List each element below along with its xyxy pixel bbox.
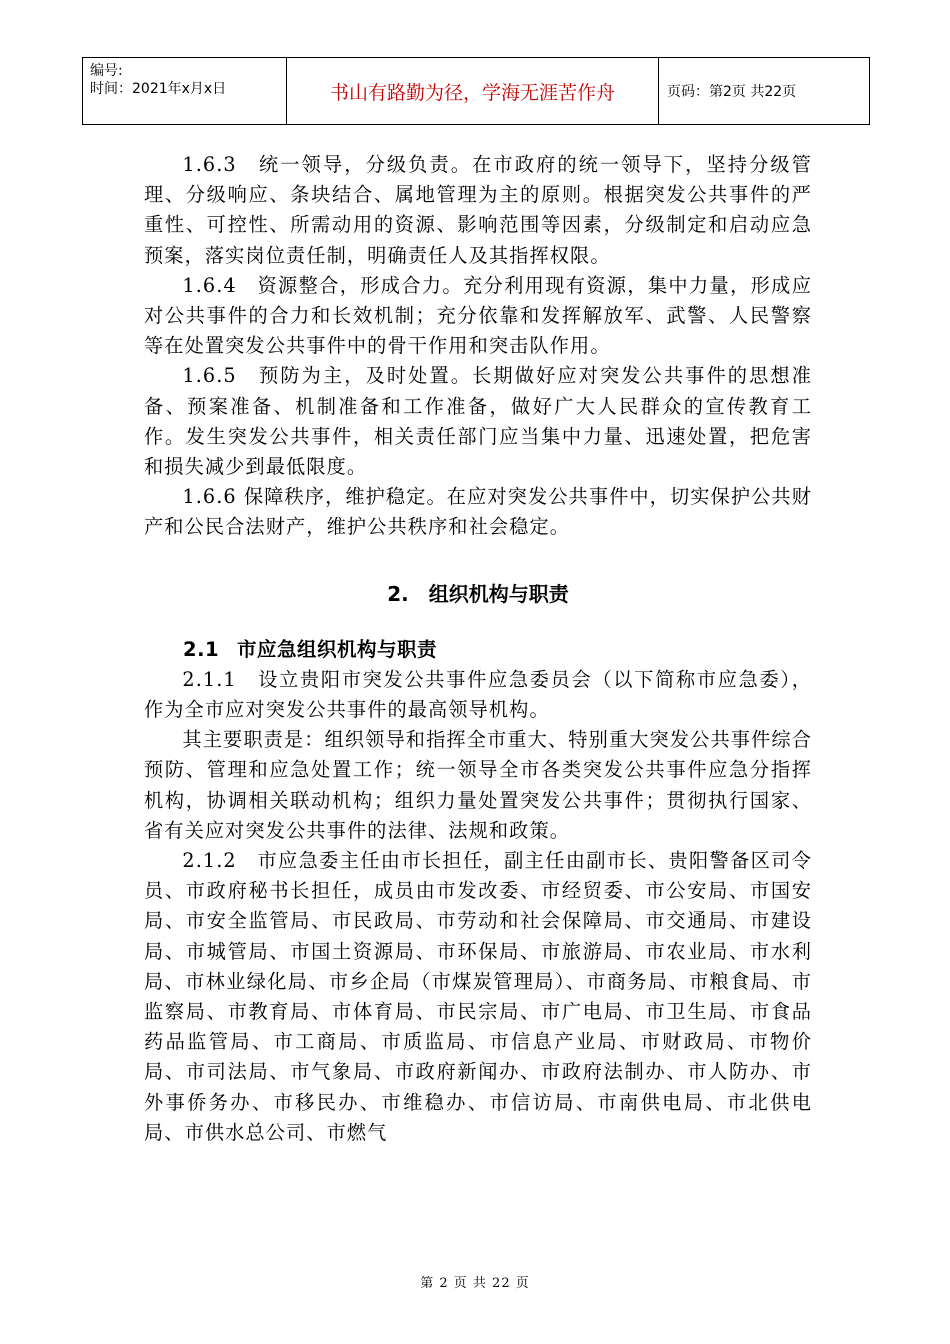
paragraph-2-1-1: 2.1.1 设立贵阳市突发公共事件应急委员会（以下简称市应急委），作为全市应对突发公共事件的最高领导机构。 — [144, 667, 812, 722]
paragraph-1-6-3: 1.6.3 统一领导，分级负责。在市政府的统一领导下，坚持分级管理、分级响应、条块结合、属地管理为主的原则。根据突发公共事件的严重性、可控性、所需动用的资源、影响范围等因素，分级制定和启动应急预案，落实岗位责任制，明确责任人及其指挥权限。 — [144, 153, 812, 267]
paragraph-1-6-4: 1.6.4 资源整合，形成合力。充分利用现有资源，集中力量，形成应对公共事件的合力和长效机制；充分依靠和发挥解放军、武警、人民警察等在处置突发公共事件中的骨干作用和突击队作用。 — [144, 273, 812, 358]
serial-label: 编号: — [90, 63, 123, 79]
header-page-info: 页码：第2页 共22页 — [667, 84, 797, 100]
paragraph-2-1-2: 2.1.2 市应急委主任由市长担任，副主任由副市长、贵阳警备区司令员、市政府秘书长担任，成员由市发改委、市经贸委、市公安局、市国安局、市安全监管局、市民政局、市劳动和社会保障局、市交通局、市建设局、市城管局、市国土资源局、市环保局、市旅游局、市农业局、市水利局、市林业绿化局、市乡企局（市煤炭管理局）、市商务局、市粮食局、市监察局、市教育局、市体育局、市民宗局、市广电局、市卫生局、市食品药品监管局、市工商局、市质监局、市信息产业局、市财政局、市物价局、市司法局、市气象局、市政府新闻办、市政府法制办、市人防办、市外事侨务办、市移民办、市维稳办、市信访局、市南供电局、市北供电局、市供水总公司、市燃气 — [144, 849, 812, 1144]
subsection-title: 市应急组织机构与职责 — [237, 637, 438, 661]
page-footer: 第 2 页 共 22 页 — [420, 1276, 530, 1291]
page-header — [82, 57, 870, 125]
header-meta — [83, 58, 287, 124]
header-motto: 书山有路勤为径，学海无涯苦作舟 — [287, 58, 659, 124]
paragraph-1-6-6: 1.6.6 保障秩序，维护稳定。在应对突发公共事件中，切实保护公共财产和公民合法财产，维护公共秩序和社会稳定。 — [144, 485, 812, 539]
subsection-heading — [144, 635, 812, 665]
paragraph-1-6-5: 1.6.5 预防为主，及时处置。长期做好应对突发公共事件的思想准备、预案准备、机制准备和工作准备，做好广大人民群众的宣传教育工作。发生突发公共事件，相关责任部门应当集中力量、迅速处置，把危害和损失减少到最低限度。 — [144, 364, 812, 479]
paragraph-duties: 其主要职责是：组织领导和指挥全市重大、特别重大突发公共事件综合预防、管理和应急处置工作；统一领导全市各类突发公共事件应急分指挥机构，协调相关联动机构；组织力量处置突发公共事件；贯彻执行国家、省有关应对突发公共事件的法律、法规和政策。 — [144, 728, 812, 842]
document-body — [144, 150, 812, 1148]
section-heading: 2. 组织机构与职责 — [387, 581, 569, 606]
subsection-number: 2.1 — [183, 637, 220, 661]
time-label: 时间：2021年x月x日 — [90, 81, 227, 97]
